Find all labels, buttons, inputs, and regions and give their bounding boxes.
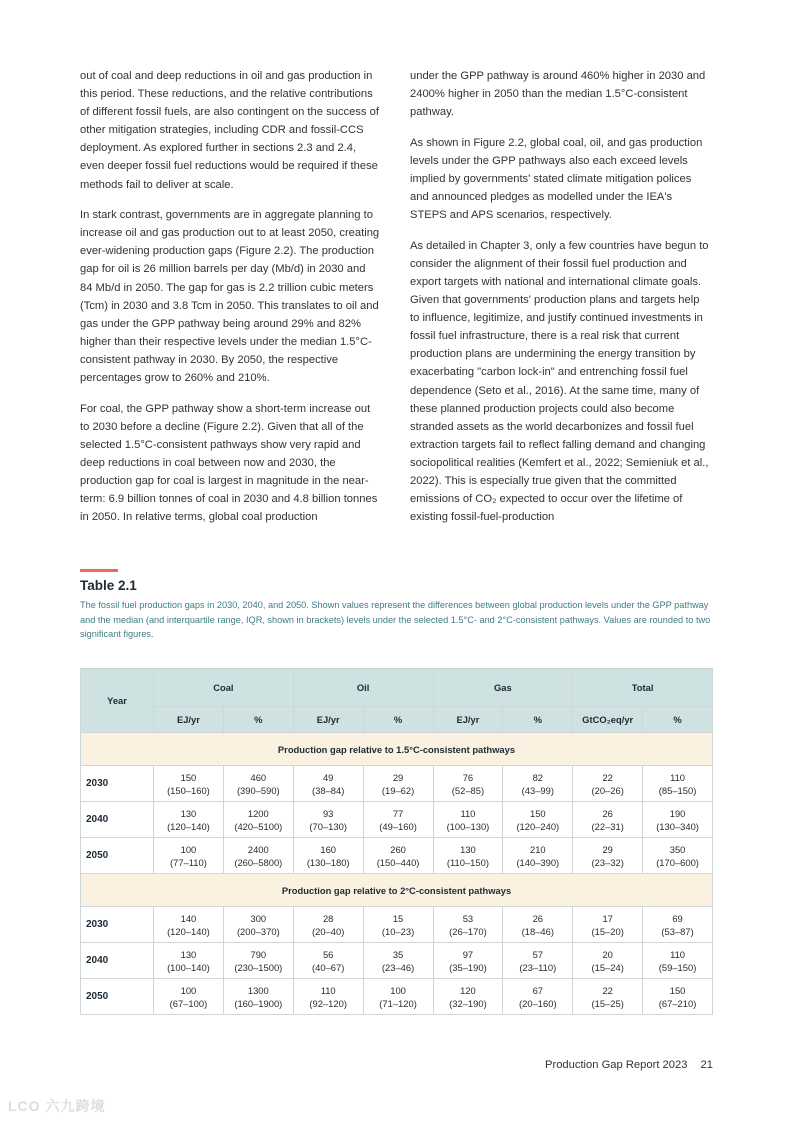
table-cell xyxy=(363,907,433,943)
iqr-range: (120–140) xyxy=(167,820,210,832)
table-cell xyxy=(363,766,433,802)
iqr-range: (52–85) xyxy=(451,784,485,796)
iqr-range: (71–120) xyxy=(379,997,417,1009)
unit-header: % xyxy=(503,707,573,733)
unit-header: % xyxy=(363,707,433,733)
page-number: 21 xyxy=(700,1059,713,1071)
section-title: Production gap relative to 2°C-consistent pathways xyxy=(81,874,713,907)
unit-header: % xyxy=(223,707,293,733)
table-cell xyxy=(643,979,713,1015)
table-cell xyxy=(223,979,293,1015)
table-cell xyxy=(433,838,503,874)
median-value: 28 xyxy=(322,912,334,924)
median-value: 130 xyxy=(460,843,476,855)
table-cell xyxy=(154,979,224,1015)
table-cell xyxy=(503,907,573,943)
report-name: Production Gap Report 2023 xyxy=(545,1059,688,1071)
median-value: 69 xyxy=(672,912,683,924)
coal-header: Coal xyxy=(154,669,294,707)
table-cell xyxy=(363,943,433,979)
median-value: 110 xyxy=(460,807,476,819)
section-accent-bar xyxy=(80,569,118,572)
table-cell xyxy=(223,802,293,838)
table-cell xyxy=(154,907,224,943)
unit-header: EJ/yr xyxy=(293,707,363,733)
table-cell xyxy=(154,766,224,802)
median-value: 29 xyxy=(602,843,613,855)
median-value: 100 xyxy=(180,984,197,996)
table-row xyxy=(81,766,713,802)
table-row xyxy=(81,979,713,1015)
year-header: Year xyxy=(81,669,154,733)
table-row xyxy=(81,802,713,838)
table-row xyxy=(81,943,713,979)
table-cell xyxy=(363,802,433,838)
median-value: 150 xyxy=(669,984,686,996)
median-value: 15 xyxy=(392,912,404,924)
table-cell xyxy=(503,979,573,1015)
iqr-range: (23–46) xyxy=(381,961,415,973)
iqr-range: (43–99) xyxy=(521,784,554,796)
iqr-range: (140–390) xyxy=(516,856,560,868)
gas-header: Gas xyxy=(433,669,573,707)
iqr-range: (92–120) xyxy=(309,997,347,1009)
iqr-range: (10–23) xyxy=(381,925,415,937)
table-cell xyxy=(573,979,643,1015)
table-cell xyxy=(643,766,713,802)
paragraph: out of coal and deep reductions in oil and gas production in this period. These reductions, and the relative contributions of different fossil fuels, are also contingent on the success of other mitigation strategies, including CDR and fossil-CCS deployment. As explored further in sections 2.3 and 2.4, even deeper fossil fuel reductions would be required if these methods fail to deliver at scale. xyxy=(80,70,379,191)
row-year: 2030 xyxy=(81,907,154,943)
row-year: 2040 xyxy=(81,943,154,979)
paragraph: As detailed in Chapter 3, only a few countries have begun to consider the alignment of their fossil fuel production and export targets with national and international climate goals. Given that governments' production plans and targets help to influence, legitimize, and justify continued investments in fossil fuel infrastructure, there is a real risk that current production plans are undermining the energy transition by exacerbating "carbon lock-in" and entrenching fossil fuel dependence (Seto et al., 2016). At the same time, many of these planned production projects could also become stranded assets as the world decarbonizes and fossil fuel extraction targets fail to reflect falling demand and changing sociopolitical realities (Kemfert et al., 2022; Semieniuk et al., 2022). This is especially true given that the committed emissions of CO₂ expected to occur over the lifetime of existing fossil-fuel-production xyxy=(410,239,709,524)
median-value: 93 xyxy=(322,807,334,819)
median-value: 26 xyxy=(602,807,613,819)
iqr-range: (170–600) xyxy=(656,856,699,868)
iqr-range: (19–62) xyxy=(381,784,415,796)
median-value: 120 xyxy=(460,984,476,996)
iqr-range: (32–190) xyxy=(449,997,487,1009)
iqr-range: (18–46) xyxy=(521,925,554,937)
iqr-range: (150–160) xyxy=(167,784,210,796)
iqr-range: (15–24) xyxy=(591,961,624,973)
unit-header: % xyxy=(643,707,713,733)
paragraph: In stark contrast, governments are in aggregate planning to increase oil and gas production out to at least 2050, creating ever-widening production gaps (Figure 2.2). The production gap for oil is 26 million barrels per day (Mb/d) in 2030 and 84 Mb/d in 2050. The gap for gas is 2.2 trillion cubic meters (Tcm) in 2030 and 3.8 Tcm in 2050. This translates to oil and gas under the GPP pathway being around 29% and 82% higher than their respective levels under the median 1.5°C-consistent pathway in 2030. By 2050, the respective percentages grow to 260% and 210%. xyxy=(80,209,380,384)
right-text-column xyxy=(410,67,710,539)
section-row xyxy=(81,733,713,766)
median-value: 150 xyxy=(180,771,197,783)
paragraph: under the GPP pathway is around 460% higher in 2030 and 2400% higher in 2050 than the median 1.5°C-consistent pathway. xyxy=(410,70,706,119)
iqr-range: (53–87) xyxy=(661,925,694,937)
median-value: 1200 xyxy=(247,807,269,819)
median-value: 110 xyxy=(320,984,336,996)
median-value: 35 xyxy=(392,948,404,960)
table-cell xyxy=(503,943,573,979)
iqr-range: (100–130) xyxy=(446,820,490,832)
table-cell xyxy=(503,766,573,802)
row-year: 2040 xyxy=(81,802,154,838)
median-value: 67 xyxy=(532,984,544,996)
table-body xyxy=(81,733,713,1015)
table-cell xyxy=(293,838,363,874)
iqr-range: (22–31) xyxy=(591,820,624,832)
iqr-range: (59–150) xyxy=(658,961,697,973)
row-year: 2050 xyxy=(81,979,154,1015)
iqr-range: (23–110) xyxy=(519,961,557,973)
iqr-range: (20–160) xyxy=(519,997,557,1009)
paragraph: For coal, the GPP pathway show a short-term increase out to 2030 before a decline (Figure 2.2). Given that all of the selected 1.5°C-consistent pathways show very rapid and deep reductions in coal between now and 2030, the production gap for coal is largest in magnitude in the near-term: 6.9 billion tonnes of coal in 2030 and 4.8 billion tonnes in 2050. In relative terms, global coal production xyxy=(80,402,378,524)
row-year: 2030 xyxy=(81,766,154,802)
left-text-column xyxy=(80,67,380,539)
unit-header: EJ/yr xyxy=(154,707,224,733)
iqr-range: (40–67) xyxy=(312,961,345,973)
table-row xyxy=(81,838,713,874)
table-cell xyxy=(223,943,293,979)
table-cell xyxy=(293,907,363,943)
iqr-range: (390–590) xyxy=(236,784,280,796)
iqr-range: (120–140) xyxy=(167,925,210,937)
iqr-range: (85–150) xyxy=(658,784,697,796)
table-row xyxy=(81,907,713,943)
table-cell xyxy=(433,979,503,1015)
table-cell xyxy=(363,838,433,874)
table-cell xyxy=(503,802,573,838)
table-cell xyxy=(154,802,224,838)
table-caption: The fossil fuel production gaps in 2030, 2040, and 2050. Shown values represent the differences between global production levels under the GPP pathway and the median (and interquartile range, IQR, shown in brackets) levels under the selected 1.5°C- and 2°C-consistent pathways. Values are rounded to two significant figures. xyxy=(80,600,711,640)
median-value: 110 xyxy=(670,771,686,783)
iqr-range: (67–100) xyxy=(169,997,208,1009)
median-value: 22 xyxy=(602,984,613,996)
table-cell xyxy=(573,838,643,874)
median-value: 20 xyxy=(602,948,613,960)
median-value: 76 xyxy=(462,771,474,783)
iqr-range: (26–170) xyxy=(449,925,487,937)
row-year: 2050 xyxy=(81,838,154,874)
iqr-range: (77–110) xyxy=(170,856,207,868)
watermark-logo: LCO 六九跨境 xyxy=(8,1098,106,1114)
median-value: 77 xyxy=(392,807,404,819)
median-value: 300 xyxy=(250,912,267,924)
median-value: 2400 xyxy=(247,843,269,855)
table-cell xyxy=(433,943,503,979)
table-cell xyxy=(503,838,573,874)
median-value: 150 xyxy=(529,807,546,819)
median-value: 49 xyxy=(322,771,334,783)
median-value: 56 xyxy=(322,948,334,960)
table-cell xyxy=(293,766,363,802)
median-value: 460 xyxy=(250,771,267,783)
unit-header: EJ/yr xyxy=(433,707,503,733)
table-cell xyxy=(293,979,363,1015)
iqr-range: (15–25) xyxy=(591,997,624,1009)
table-title: Table 2.1 xyxy=(80,578,137,593)
median-value: 350 xyxy=(669,843,686,855)
table-cell xyxy=(643,838,713,874)
median-value: 110 xyxy=(670,948,686,960)
table-cell xyxy=(643,943,713,979)
table-cell xyxy=(154,838,224,874)
iqr-range: (20–26) xyxy=(591,784,624,796)
median-value: 260 xyxy=(390,843,406,855)
table-cell xyxy=(573,907,643,943)
paragraph: As shown in Figure 2.2, global coal, oil, and gas production levels under the GPP pathways also each exceed levels implied by governments' stated climate mitigation polices and announced pledges as modelled under the IEA's STEPS and APS scenarios, respectively. xyxy=(410,136,703,222)
oil-header: Oil xyxy=(293,669,433,707)
table-cell xyxy=(223,907,293,943)
median-value: 22 xyxy=(602,771,613,783)
section-row xyxy=(81,874,713,907)
median-value: 210 xyxy=(529,843,546,855)
iqr-range: (100–140) xyxy=(167,961,210,973)
page-footer xyxy=(545,1059,713,1071)
iqr-range: (35–190) xyxy=(449,961,487,973)
iqr-range: (130–180) xyxy=(306,856,350,868)
median-value: 97 xyxy=(462,948,474,960)
iqr-range: (420–5100) xyxy=(234,820,283,832)
table-cell xyxy=(573,802,643,838)
production-gap-table xyxy=(80,668,713,1015)
table-cell xyxy=(363,979,433,1015)
median-value: 57 xyxy=(532,948,544,960)
table-cell xyxy=(223,766,293,802)
iqr-range: (70–130) xyxy=(309,820,347,832)
iqr-range: (20–40) xyxy=(312,925,345,937)
table-cell xyxy=(154,943,224,979)
unit-header: GtCO₂eq/yr xyxy=(573,707,643,733)
median-value: 29 xyxy=(392,771,404,783)
iqr-range: (49–160) xyxy=(379,820,417,832)
median-value: 140 xyxy=(180,912,197,924)
iqr-range: (67–210) xyxy=(658,997,697,1009)
section-title: Production gap relative to 1.5°C-consistent pathways xyxy=(81,733,713,766)
table-cell xyxy=(573,943,643,979)
table-cell xyxy=(643,802,713,838)
iqr-range: (120–240) xyxy=(516,820,560,832)
iqr-range: (23–32) xyxy=(591,856,624,868)
table-cell xyxy=(433,907,503,943)
iqr-range: (130–340) xyxy=(656,820,699,832)
median-value: 130 xyxy=(180,948,197,960)
median-value: 82 xyxy=(532,771,544,783)
median-value: 100 xyxy=(180,843,197,855)
median-value: 1300 xyxy=(247,984,269,996)
table-cell xyxy=(293,943,363,979)
table-cell xyxy=(433,802,503,838)
median-value: 790 xyxy=(250,948,267,960)
table-cell xyxy=(433,766,503,802)
iqr-range: (15–20) xyxy=(591,925,624,937)
median-value: 190 xyxy=(669,807,686,819)
iqr-range: (200–370) xyxy=(236,925,280,937)
table-cell xyxy=(223,838,293,874)
iqr-range: (260–5800) xyxy=(234,856,283,868)
table-cell xyxy=(293,802,363,838)
iqr-range: (160–1900) xyxy=(234,997,283,1009)
iqr-range: (38–84) xyxy=(312,784,345,796)
table-cell xyxy=(643,907,713,943)
iqr-range: (230–1500) xyxy=(234,961,283,973)
total-header: Total xyxy=(573,669,713,707)
median-value: 100 xyxy=(390,984,406,996)
median-value: 160 xyxy=(320,843,337,855)
median-value: 17 xyxy=(602,912,613,924)
table-cell xyxy=(573,766,643,802)
iqr-range: (150–440) xyxy=(376,856,420,868)
iqr-range: (110–150) xyxy=(446,856,489,868)
median-value: 130 xyxy=(180,807,197,819)
median-value: 53 xyxy=(462,912,474,924)
median-value: 26 xyxy=(532,912,544,924)
